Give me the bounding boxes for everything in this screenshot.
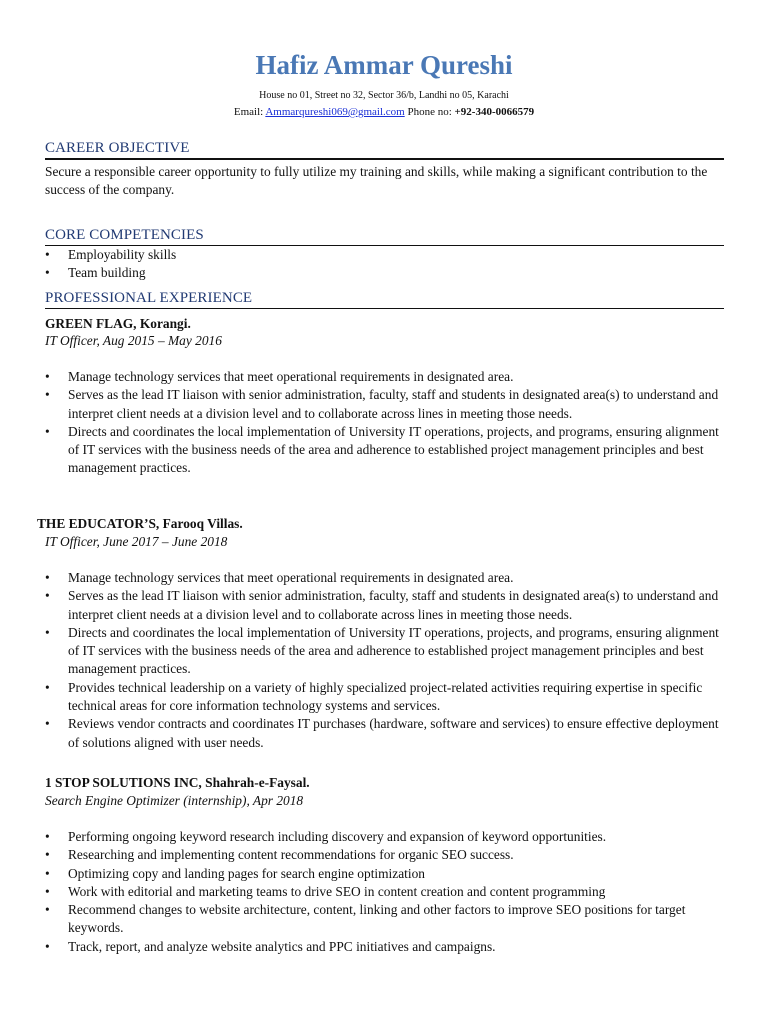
list-item: • Team building: [45, 264, 724, 282]
list-item: • Serves as the lead IT liaison with senior administration, faculty, staff and students in designated area(s) to understand and interpret client needs at a division level and to collaborate across lines in meeting those needs.: [45, 587, 724, 624]
experience-heading: PROFESSIONAL EXPERIENCE: [45, 290, 724, 309]
list-item: • Serves as the lead IT liaison with senior administration, faculty, staff and students in designated area(s) to understand and interpret client needs at a division level and to collaborate across lines in meeting those needs.: [45, 386, 724, 423]
job-bullets: [45, 569, 724, 752]
career-objective-heading: CAREER OBJECTIVE: [45, 140, 724, 160]
address: House no 01, Street no 32, Sector 36/b, Landhi no 05, Karachi: [259, 90, 509, 101]
job-role: IT Officer, June 2017 – June 2018: [45, 534, 228, 549]
list-item: • Performing ongoing keyword research including discovery and expansion of keyword opportunities.: [45, 828, 724, 846]
email-link[interactable]: Ammarqureshi069@gmail.com: [265, 106, 405, 118]
career-objective-text: Secure a responsible career opportunity to fully utilize my training and skills, while making a significant contribution to the success of the company.: [45, 164, 708, 198]
list-item: • Recommend changes to website architecture, content, linking and other factors to improve SEO positions for target keywords.: [45, 901, 724, 938]
list-item: • Optimizing copy and landing pages for search engine optimization: [45, 865, 724, 883]
candidate-name: Hafiz Ammar Qureshi: [255, 50, 513, 80]
contact-line: [0, 106, 768, 118]
list-item: • Directs and coordinates the local implementation of University IT operations, projects, and programs, ensuring alignment of IT services with the business needs of the area and adherence to established project management principles and best management practices.: [45, 423, 724, 478]
employer-name: GREEN FLAG, Korangi.: [45, 316, 191, 331]
phone-number: +92-340-0066579: [454, 106, 535, 118]
list-item: • Manage technology services that meet operational requirements in designated area.: [45, 368, 724, 386]
competencies-list: [45, 246, 724, 283]
employer-name: 1 STOP SOLUTIONS INC, Shahrah-e-Faysal.: [45, 775, 310, 790]
list-item: • Provides technical leadership on a variety of highly specialized project-related activities requiring expertise in specific technical areas for core information technology systems and services.: [45, 679, 724, 716]
job-role: IT Officer, Aug 2015 – May 2016: [45, 333, 222, 348]
list-item: • Track, report, and analyze website analytics and PPC initiatives and campaigns.: [45, 938, 724, 956]
phone-label: Phone no:: [407, 106, 452, 118]
email-label: Email:: [233, 106, 264, 118]
core-competencies-heading: CORE COMPETENCIES: [45, 227, 724, 246]
job-bullets: [45, 368, 724, 478]
list-item: • Employability skills: [45, 246, 724, 264]
list-item: • Directs and coordinates the local implementation of University IT operations, projects, and programs, ensuring alignment of IT services with the business needs of the area and adherence to established project management principles and best management practices.: [45, 624, 724, 679]
list-item: • Manage technology services that meet operational requirements in designated area.: [45, 569, 724, 587]
job-bullets: [45, 828, 724, 956]
employer-name: THE EDUCATOR’S, Farooq Villas.: [37, 516, 243, 531]
list-item: • Work with editorial and marketing teams to drive SEO in content creation and content programming: [45, 883, 724, 901]
list-item: • Reviews vendor contracts and coordinates IT purchases (hardware, software and services) to ensure effective deployment of solutions aligned with user needs.: [45, 715, 724, 752]
job-role: Search Engine Optimizer (internship), Apr 2018: [45, 793, 304, 808]
list-item: • Researching and implementing content recommendations for organic SEO success.: [45, 846, 724, 864]
